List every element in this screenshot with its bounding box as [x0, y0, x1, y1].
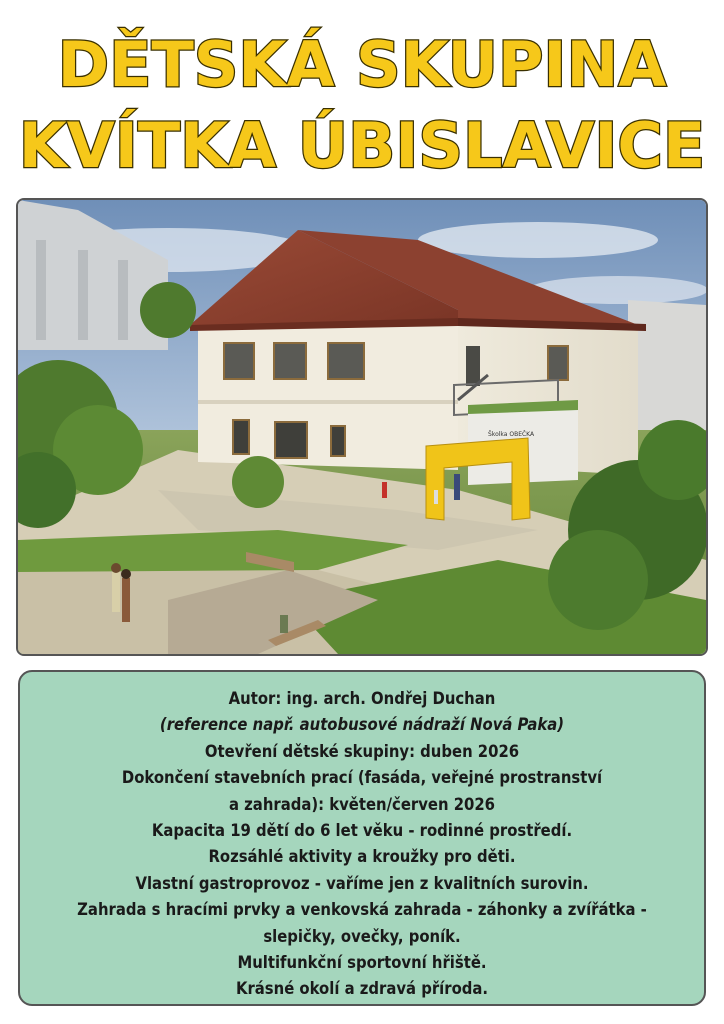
activities-line: Rozsáhlé aktivity a kroužky pro děti. [208, 847, 516, 867]
poster-title-line-1: DĚTSKÁ SKUPINA [57, 28, 667, 101]
poster-title-line-2: KVÍTKA ÚBISLAVICE [18, 109, 706, 182]
info-box [18, 670, 706, 1006]
reference-line: (reference např. autobusové nádraží Nová Paka) [159, 715, 565, 735]
capacity-line: Kapacita 19 dětí do 6 let věku - rodinné prostředí. [151, 821, 573, 841]
catering-line: Vlastní gastroprovoz - vaříme jen z kvalitních surovin. [135, 873, 589, 893]
sports-line: Multifunkční sportovní hřiště. [237, 953, 487, 973]
garden-line-2: slepičky, ovečky, poník. [263, 926, 461, 946]
entrance-sign: Školka OBEČKA [488, 431, 535, 438]
construction-line-2: a zahrada): květen/červen 2026 [228, 794, 496, 814]
garden-line-1: Zahrada s hracími prvky a venkovská zahrada - záhonky a zvířátka - [77, 900, 647, 920]
construction-line-1: Dokončení stavebních prací (fasáda, veřejné prostranství [121, 768, 603, 788]
opening-date-line: Otevření dětské skupiny: duben 2026 [204, 741, 520, 761]
author-line: Autor: ing. arch. Ondřej Duchan [228, 689, 496, 708]
building-visualization [16, 198, 708, 656]
nature-line: Krásné okolí a zdravá příroda. [235, 979, 489, 999]
